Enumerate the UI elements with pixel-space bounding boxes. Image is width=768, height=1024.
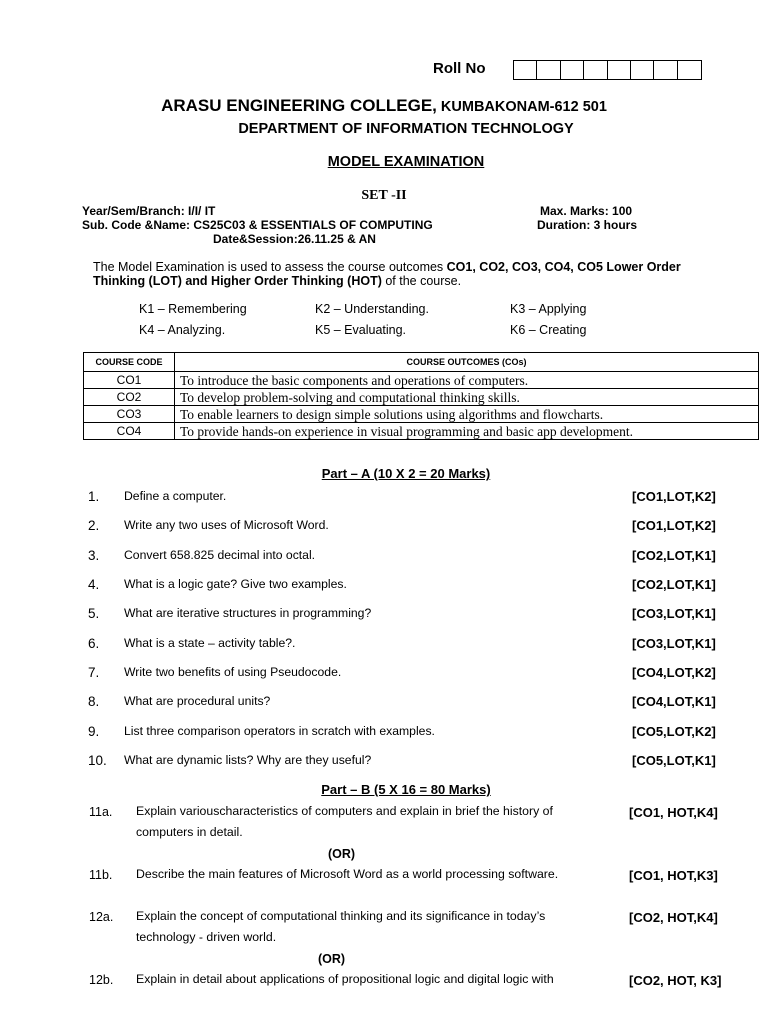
question-co-tag: [CO3,LOT,K1] xyxy=(632,636,716,651)
question-co-tag: [CO5,LOT,K1] xyxy=(632,753,716,768)
subject-code-name: Sub. Code &Name: CS25C03 & ESSENTIALS OF COMPUTING xyxy=(82,218,433,232)
roll-number-label: Roll No xyxy=(433,60,486,77)
level-k3: K3 – Applying xyxy=(510,302,587,316)
roll-box[interactable] xyxy=(631,61,654,79)
question-co-tag: [CO2, HOT, K3] xyxy=(629,973,722,988)
question-number: 8. xyxy=(88,694,100,709)
level-k1: K1 – Remembering xyxy=(139,302,247,316)
level-k2: K2 – Understanding. xyxy=(315,302,429,316)
question-number: 4. xyxy=(88,577,100,592)
exam-title: MODEL EXAMINATION xyxy=(327,154,485,170)
roll-box[interactable] xyxy=(654,61,677,79)
question-co-tag: [CO1, HOT,K3] xyxy=(629,868,718,883)
table-row xyxy=(84,423,759,440)
header-course-code: COURSE CODE xyxy=(84,353,175,372)
question-text: Write any two uses of Microsoft Word. xyxy=(124,518,329,532)
max-marks: Max. Marks: 100 xyxy=(540,204,633,218)
question-text: What is a logic gate? Give two examples. xyxy=(124,577,347,591)
course-outcome-cell: To enable learners to design simple solutions using algorithms and flowcharts. xyxy=(175,406,759,423)
roll-box[interactable] xyxy=(584,61,607,79)
table-header-row xyxy=(84,353,759,372)
question-number: 7. xyxy=(88,665,100,680)
course-outcome-cell: To provide hands-on experience in visual programming and basic app development. xyxy=(175,423,759,440)
roll-box[interactable] xyxy=(561,61,584,79)
college-heading xyxy=(0,96,768,116)
question-number: 1. xyxy=(88,489,100,504)
roll-box[interactable] xyxy=(608,61,631,79)
roll-box[interactable] xyxy=(537,61,560,79)
question-text: Explain in detail about applications of propositional logic and digital logic with xyxy=(136,972,554,986)
or-separator: (OR) xyxy=(328,847,356,861)
table-row xyxy=(84,389,759,406)
roll-number-boxes[interactable] xyxy=(513,60,702,80)
question-number: 6. xyxy=(88,636,100,651)
question-number: 3. xyxy=(88,548,100,563)
date-session: Date&Session:26.11.25 & AN xyxy=(213,232,376,246)
intro-outcomes: CO1, CO2, CO3, CO4, CO5 Lower Order Thinking (LOT) and Higher Order Thinking (HOT) xyxy=(93,260,681,288)
question-text: What are procedural units? xyxy=(124,694,271,708)
question-co-tag: [CO1,LOT,K2] xyxy=(632,518,716,533)
course-code-cell: CO2 xyxy=(84,389,175,406)
question-number: 11a. xyxy=(89,805,113,819)
or-separator: (OR) xyxy=(318,952,346,966)
question-text: Explain variouscharacteristics of computers and explain in brief the history of computers in detail. xyxy=(136,804,553,839)
level-k4: K4 – Analyzing. xyxy=(139,323,226,337)
header-course-outcomes: COURSE OUTCOMES (COs) xyxy=(175,353,759,372)
table-row xyxy=(84,372,759,389)
question-co-tag: [CO2, HOT,K4] xyxy=(629,910,718,925)
course-outcome-cell: To develop problem-solving and computational thinking skills. xyxy=(175,389,759,406)
question-number: 12a. xyxy=(89,910,114,924)
question-text: What are iterative structures in programming? xyxy=(124,606,372,620)
question-co-tag: [CO4,LOT,K1] xyxy=(632,694,716,709)
question-text: List three comparison operators in scratch with examples. xyxy=(124,724,435,738)
question-number: 12b. xyxy=(89,973,114,987)
question-text: Explain the concept of computational thinking and its significance in today’s technology - driven world. xyxy=(136,909,546,944)
table-row xyxy=(84,406,759,423)
college-name: ARASU ENGINEERING COLLEGE, xyxy=(161,96,437,115)
question-co-tag: [CO1, HOT,K4] xyxy=(629,805,718,820)
question-co-tag: [CO3,LOT,K1] xyxy=(632,606,716,621)
course-code-cell: CO3 xyxy=(84,406,175,423)
duration: Duration: 3 hours xyxy=(537,218,638,232)
part-a-heading: Part – A (10 X 2 = 20 Marks) xyxy=(321,466,491,481)
question-co-tag: [CO2,LOT,K1] xyxy=(632,548,716,563)
level-k6: K6 – Creating xyxy=(510,323,587,337)
intro-text-end: of the course. xyxy=(381,274,462,288)
question-number: 5. xyxy=(88,606,100,621)
question-text: Describe the main features of Microsoft Word as a world processing software. xyxy=(136,867,559,881)
question-text: Define a computer. xyxy=(124,489,227,503)
roll-box[interactable] xyxy=(678,61,701,79)
question-number: 10. xyxy=(88,753,107,768)
course-code-cell: CO1 xyxy=(84,372,175,389)
course-outcomes-table xyxy=(83,352,759,440)
course-code-cell: CO4 xyxy=(84,423,175,440)
college-place: KUMBAKONAM-612 501 xyxy=(436,99,607,115)
question-number: 11b. xyxy=(89,868,113,882)
intro-paragraph xyxy=(93,260,713,288)
question-text: Convert 658.825 decimal into octal. xyxy=(124,548,316,562)
question-text: What is a state – activity table?. xyxy=(124,636,296,650)
department-title: DEPARTMENT OF INFORMATION TECHNOLOGY xyxy=(238,121,574,137)
course-outcome-cell: To introduce the basic components and operations of computers. xyxy=(175,372,759,389)
question-co-tag: [CO1,LOT,K2] xyxy=(632,489,716,504)
question-text: Write two benefits of using Pseudocode. xyxy=(124,665,342,679)
level-k5: K5 – Evaluating. xyxy=(315,323,407,337)
year-sem-branch: Year/Sem/Branch: I/I/ IT xyxy=(82,204,216,218)
question-number: 2. xyxy=(88,518,100,533)
intro-text: The Model Examination is used to assess the course outcomes xyxy=(93,260,447,274)
question-co-tag: [CO2,LOT,K1] xyxy=(632,577,716,592)
question-co-tag: [CO5,LOT,K2] xyxy=(632,724,716,739)
question-text: What are dynamic lists? Why are they useful? xyxy=(124,753,372,767)
roll-box[interactable] xyxy=(514,61,537,79)
part-b-heading: Part – B (5 X 16 = 80 Marks) xyxy=(321,782,491,797)
question-co-tag: [CO4,LOT,K2] xyxy=(632,665,716,680)
set-label: SET -II xyxy=(361,188,407,203)
question-number: 9. xyxy=(88,724,100,739)
